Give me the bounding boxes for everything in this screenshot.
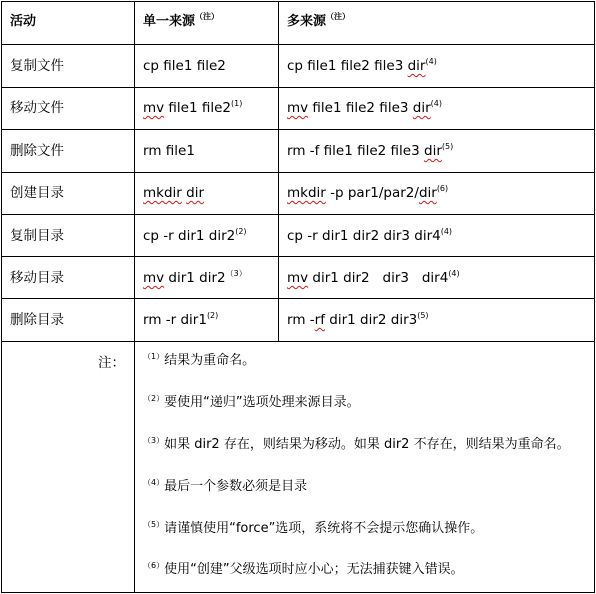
single-source-command: cp file1 file2 <box>143 58 226 74</box>
activity-cell: 删除文件 <box>10 143 64 159</box>
activity-cell: 创建目录 <box>10 185 64 201</box>
header-note-marker: （注） <box>326 12 351 21</box>
header-multi-source: 多来源$^{(注)}$ <box>287 12 351 29</box>
table-border-bottom <box>1 592 595 593</box>
activity-cell: 复制目录 <box>10 228 64 244</box>
row-divider <box>1 214 595 215</box>
multi-source-command: cp -r dir1 dir2 dir3 dir4$^{(4)}$ <box>287 227 453 244</box>
multi-source-command: cp file1 file2 file3 dir$^{(4)}$ <box>287 57 437 74</box>
single-source-command: rm -r dir1$^{(2)}$ <box>143 311 219 328</box>
activity-cell: 删除目录 <box>10 312 64 328</box>
row-divider <box>1 129 595 130</box>
single-source-command: mv dir1 $dir2^{(3)}$ <box>143 269 247 286</box>
multi-source-command: mkdir -p par1/par2/dir$^{(6)}$ <box>287 184 449 201</box>
footnote-3: $^{(3)}$如果 dir2 存在，则结果为移动。如果 dir2 不存在，则结果为重命名。 <box>143 436 570 452</box>
multi-source-command: rm -f file1 file2 file3 dir$^{(5)}$ <box>287 142 454 159</box>
multi-source-command: mv dir1 dir2 dir3 dir4$^{(4)}$ <box>287 269 460 286</box>
row-divider <box>1 256 595 257</box>
row-divider <box>1 341 595 342</box>
header-activity: 活动 <box>10 14 37 29</box>
table-border-top <box>1 1 595 2</box>
table-border-right <box>594 1 595 593</box>
single-source-command: cp -r dir1 dir2$^{(2)}$ <box>143 227 247 244</box>
row-divider <box>1 298 595 299</box>
footnote-4: $^{(4)}$最后一个参数必须是目录 <box>143 478 308 494</box>
header-note-marker: （注） <box>195 12 220 21</box>
footnote-5: $^{(5)}$请谨慎使用“force”选项，系统将不会提示您确认操作。 <box>143 520 484 536</box>
column-divider-1 <box>134 1 135 593</box>
single-source-command: rm file1 <box>143 143 195 159</box>
multi-source-command: mv file1 file2 file3 dir$^{(4)}$ <box>287 99 442 116</box>
table-border-left <box>1 1 2 593</box>
activity-cell: 移动文件 <box>10 100 64 116</box>
single-source-command: mkdir dir <box>143 185 205 201</box>
notes-label: 注： <box>98 355 125 371</box>
single-source-command: mv file1 file2$^{(1)}$ <box>143 99 243 116</box>
footnote-1: $^{(1)}$结果为重命名。 <box>143 352 256 368</box>
activity-cell: 复制文件 <box>10 58 64 74</box>
footnote-2: $^{(2)}$要使用“递归”选项处理来源目录。 <box>143 394 360 410</box>
row-divider <box>1 172 595 173</box>
header-single-source: 单一来源$^{(注)}$ <box>143 12 220 29</box>
multi-source-command: rm -rf dir1 dir2 dir3$^{(5)}$ <box>287 311 429 328</box>
footnote-6: $^{(6)}$使用“创建”父级选项时应小心；无法捕获键入错误。 <box>143 561 464 577</box>
activity-cell: 移动目录 <box>10 270 64 286</box>
row-divider <box>1 87 595 88</box>
row-divider <box>1 44 595 45</box>
